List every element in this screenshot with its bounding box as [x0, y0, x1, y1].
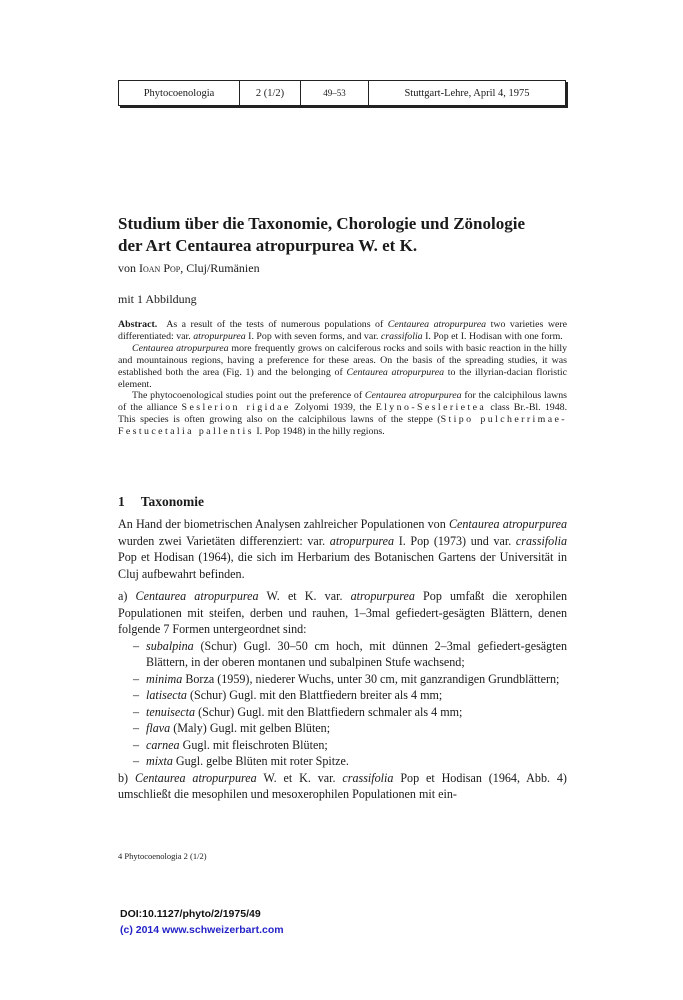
journal-name: Phytocoenologia [119, 81, 240, 105]
copyright-link[interactable]: (c) 2014 www.schweizerbart.com [120, 924, 284, 936]
form-description: Gugl. gelbe Blüten mit roter Spitze. [175, 754, 349, 768]
abstract-text: I. Pop 1948) in the hilly regions. [256, 426, 385, 438]
section-number: 1 [118, 494, 125, 509]
forms-list [118, 638, 567, 770]
body-text-run: wurden zwei Varietäten differenziert: var. [118, 533, 326, 548]
list-dash: – [133, 704, 140, 719]
abstract-text: I. Pop with seven forms, and var. [248, 330, 379, 342]
body-text-run: Pop et Hodisan (1964), die sich im Herbarium des Botanischen Gartens der Universität in Cluj aufbewahrt befinden. [118, 550, 567, 581]
form-description: Borza (1959), niederer Wuchs, unter 30 cm, mit ganzrandigen Grundblättern; [185, 671, 560, 686]
body-text [118, 516, 567, 803]
list-dash: – [133, 754, 140, 768]
form-name: subalpina [146, 638, 194, 653]
list-item [118, 704, 567, 721]
form-name: tenuisecta [146, 704, 196, 719]
form-name: carnea [146, 737, 180, 752]
list-item [118, 671, 567, 688]
body-text-run: Pop et Hodisan (1964, Abb. 4) umschließt die mesophilen und mesoxerophilen Populationen mit ein- [118, 770, 567, 801]
form-description: Gugl. mit fleischroten Blüten; [182, 737, 328, 752]
abstract-text: Zolyomi 1939, the [294, 402, 372, 414]
species-name: Centaurea atropurpurea [364, 390, 462, 402]
body-text-run: Pop umfaßt die xerophilen Populationen mit steifen, derben und rauhen, 1–3mal gefiedert-gesägten Blättern, denen folgende 7 Formen untergeordnet sind: [118, 589, 568, 636]
list-item [118, 753, 567, 770]
body-text-run: I. Pop (1973) und var. [398, 533, 512, 548]
form-description: (Schur) Gugl. mit den Blattfiedern schmaler als 4 mm; [198, 704, 463, 719]
variety-name: crassifolia [380, 330, 423, 342]
species-name: Centaurea atropurpurea [387, 319, 487, 330]
abstract-text: I. Pop et I. Hodisan with one form. [425, 330, 563, 342]
species-name: Centaurea atropurpurea [448, 517, 567, 531]
syntaxon-name: Seslerion rigidae [181, 402, 291, 414]
abstract-paragraph-1 [118, 319, 567, 343]
page-footnote: 4 Phytocoenologia 2 (1/2) [118, 851, 207, 861]
list-dash: – [133, 721, 140, 735]
journal-volume: 2 (1/2) [240, 81, 301, 105]
abstract-text: class Br.-Bl. 1948. This species is often growing also on the calciphilous lawns of the steppe ( [118, 402, 568, 426]
abstract-text: to the illyrian-dacian floristic element. [118, 366, 568, 390]
variety-name: atropurpurea [193, 330, 246, 342]
species-name: Centaurea atropurpurea [346, 366, 445, 378]
author-line [118, 261, 260, 276]
abstract-text: more frequently grows on calciferous rocks and soils with basic reaction in the hilly and mountainous regions, having a preference for these areas. On the basis of the spreading studies, it was established both the area (Fig. 1) and the belonging of [118, 342, 568, 378]
doi-link[interactable]: DOI:10.1127/phyto/2/1975/49 [120, 908, 261, 920]
syntaxon-name: Stipo pulcherrimae-Festucetalia pallentis [118, 414, 567, 438]
section-heading [118, 494, 204, 510]
abstract-paragraph-3 [118, 390, 567, 438]
body-text-run: An Hand der biometrischen Analysen zahlreicher Populationen von [118, 517, 446, 531]
abstract-text: for the calciphilous lawns of the alliance [118, 390, 568, 414]
list-dash: – [133, 737, 140, 752]
author-prefix: von [118, 261, 136, 275]
list-dash: – [133, 688, 140, 702]
variety-name: atropurpurea [350, 589, 415, 603]
illustration-note: mit 1 Abbildung [118, 292, 197, 306]
section-title: Taxonomie [140, 494, 205, 509]
variety-name: crassifolia [515, 533, 567, 548]
list-dash: – [133, 638, 140, 653]
list-dash: – [133, 671, 140, 686]
species-name: Centaurea atropurpurea [135, 589, 259, 603]
list-item [118, 737, 567, 754]
list-marker: a) [118, 589, 128, 603]
syntaxon-name: Elyno-Seslerietea [375, 402, 487, 414]
body-paragraph-3 [118, 770, 567, 803]
abstract-text: The phytocoenological studies point out the preference of [132, 390, 363, 402]
author-affiliation: , Cluj/Rumänien [180, 261, 260, 275]
title-line-2: der Art Centaurea atropurpurea W. et K. [118, 236, 418, 255]
abstract [118, 319, 567, 438]
list-item [118, 638, 567, 671]
form-name: minima [146, 671, 183, 686]
title-line-1: Studium über die Taxonomie, Chorologie und Zönologie [118, 214, 525, 233]
body-text-run: W. et K. var. [266, 589, 343, 603]
form-name: flava [146, 721, 171, 735]
form-name: mixta [146, 754, 173, 768]
form-name: latisecta [146, 688, 187, 702]
publication-place-date: Stuttgart-Lehre, April 4, 1975 [404, 87, 530, 99]
body-paragraph-1 [118, 516, 567, 582]
form-description: (Schur) Gugl. 30–50 cm hoch, mit dünnen 2–3mal gefiedert-gesägten Blättern, in der oberen montanen und subalpinen Stufe wachsend; [146, 638, 567, 669]
list-marker: b) [118, 770, 129, 785]
form-description: (Schur) Gugl. mit den Blattfiedern breiter als 4 mm; [190, 688, 443, 702]
page-range: 49–53 [301, 81, 369, 105]
species-name: Centaurea atropurpurea [134, 770, 257, 785]
form-description: (Maly) Gugl. mit gelben Blüten; [173, 721, 331, 735]
author-name: Ioan Pop [139, 261, 181, 275]
variety-name: crassifolia [342, 770, 394, 785]
body-text-run: W. et K. var. [263, 770, 336, 785]
abstract-label: Abstract. [118, 319, 158, 330]
list-item [118, 720, 567, 737]
list-item [118, 687, 567, 704]
abstract-text: two varieties were differentiated: var. [118, 319, 568, 342]
abstract-paragraph-2 [118, 343, 567, 391]
body-paragraph-2 [118, 588, 567, 638]
species-name: Centaurea atropurpurea [132, 342, 229, 354]
abstract-text: As a result of the tests of numerous populations of [166, 319, 384, 330]
variety-name: atropurpurea [329, 533, 395, 548]
journal-header [118, 80, 566, 106]
article-title [118, 213, 573, 257]
